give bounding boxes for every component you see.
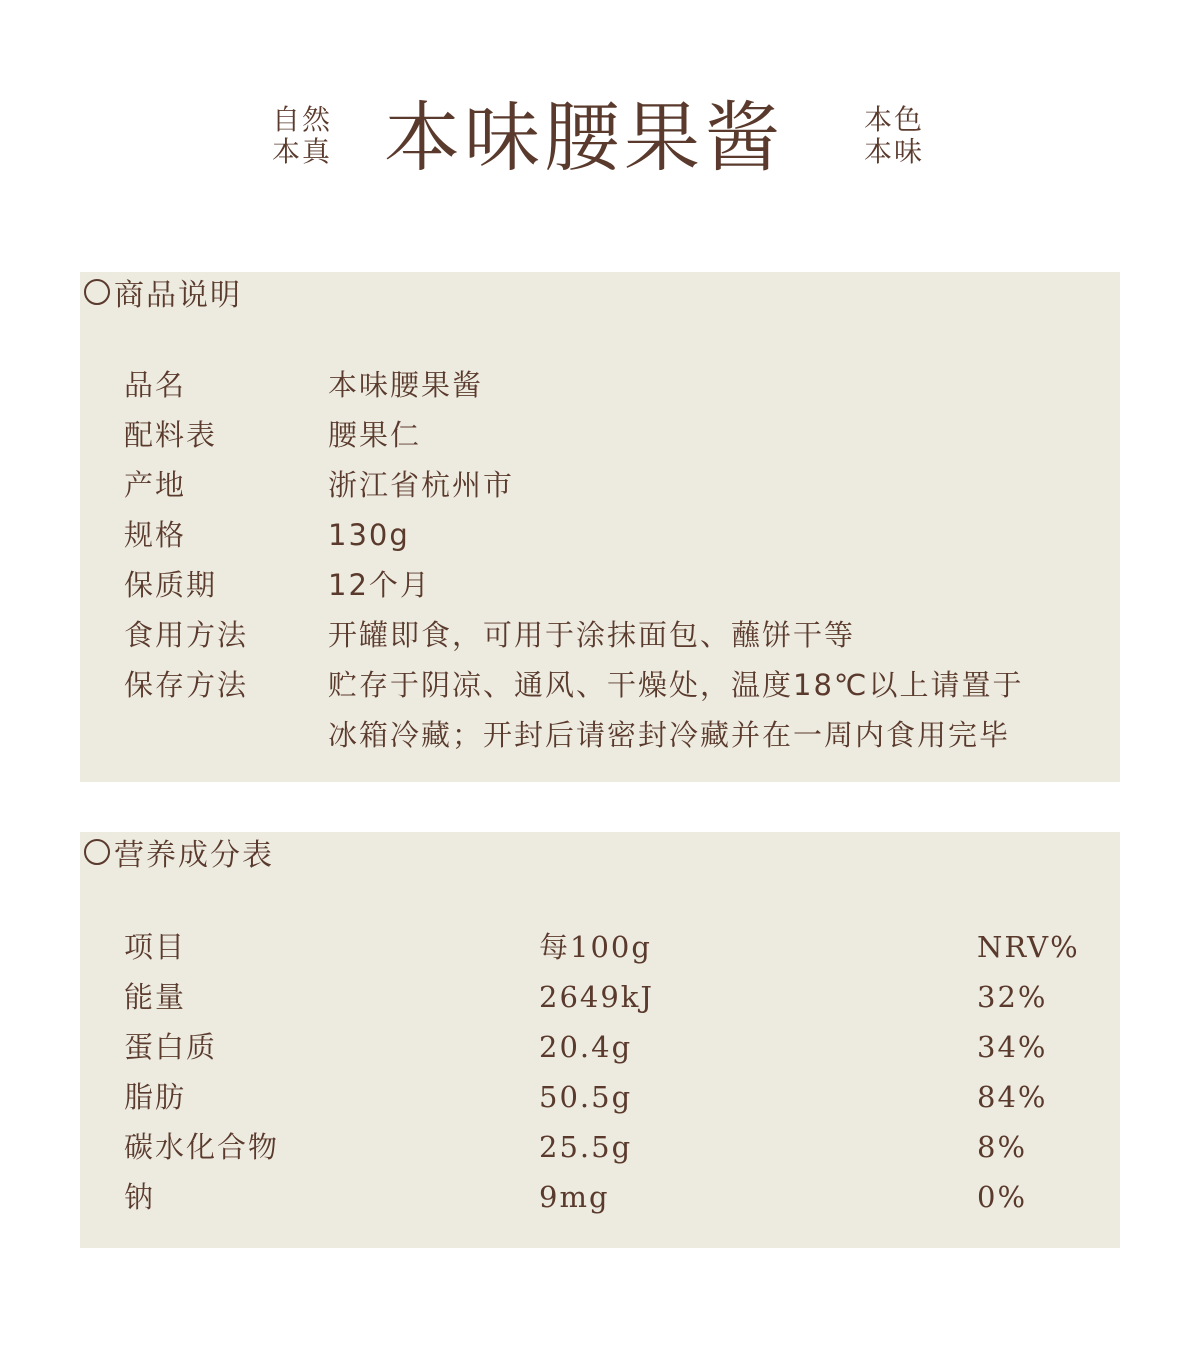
description-value: 开罐即食，可用于涂抹面包、蘸饼干等 bbox=[328, 618, 856, 652]
nutrition-header-nrv: NRV% bbox=[977, 930, 1080, 964]
nutrition-per: 9mg bbox=[539, 1180, 610, 1214]
circle-icon bbox=[84, 279, 110, 305]
description-value: 浙江省杭州市 bbox=[328, 468, 515, 502]
description-label: 食用方法 bbox=[124, 618, 249, 652]
product-description-title: 商品说明 bbox=[114, 278, 242, 313]
nutrition-row bbox=[124, 1022, 1104, 1072]
nutrition-row bbox=[124, 1172, 1104, 1222]
header-left-line2: 本真 bbox=[272, 135, 333, 168]
description-label: 配料表 bbox=[124, 418, 218, 452]
nutrition-table bbox=[124, 922, 1104, 1222]
nutrition-row bbox=[124, 1072, 1104, 1122]
nutrition-per: 20.4g bbox=[539, 1030, 633, 1064]
nutrition-per: 50.5g bbox=[539, 1080, 633, 1114]
description-row bbox=[124, 510, 1104, 560]
description-value: 贮存于阴凉、通风、干燥处，温度18℃以上请置于 冰箱冷藏；开封后请密封冷藏并在一周内食用完毕 bbox=[328, 668, 1024, 752]
nutrition-per: 2649kJ bbox=[539, 980, 655, 1014]
description-label: 规格 bbox=[124, 518, 187, 552]
product-description-panel bbox=[80, 272, 1120, 782]
description-row bbox=[124, 410, 1104, 460]
description-value: 12个月 bbox=[328, 568, 431, 602]
description-row bbox=[124, 460, 1104, 510]
header-right-line2: 本味 bbox=[864, 135, 925, 168]
header-right-line1: 本色 bbox=[864, 103, 925, 136]
description-label: 保存方法 bbox=[124, 668, 249, 702]
nutrition-header-row bbox=[124, 922, 1104, 972]
nutrition-header-per: 每100g bbox=[539, 930, 652, 964]
nutrition-item: 脂肪 bbox=[124, 1080, 187, 1114]
description-value: 本味腰果酱 bbox=[328, 368, 484, 402]
description-row bbox=[124, 610, 1104, 660]
nutrition-panel bbox=[80, 832, 1120, 1248]
description-label: 品名 bbox=[124, 368, 187, 402]
nutrition-nrv: 32% bbox=[977, 980, 1048, 1014]
nutrition-item: 碳水化合物 bbox=[124, 1130, 280, 1164]
nutrition-nrv: 34% bbox=[977, 1030, 1048, 1064]
circle-icon bbox=[84, 839, 110, 865]
nutrition-row bbox=[124, 1122, 1104, 1172]
nutrition-nrv: 84% bbox=[977, 1080, 1048, 1114]
product-description-heading bbox=[84, 274, 242, 313]
header-right-slogan bbox=[864, 104, 924, 168]
description-label: 保质期 bbox=[124, 568, 218, 602]
description-value: 腰果仁 bbox=[328, 418, 422, 452]
nutrition-item: 钠 bbox=[124, 1180, 156, 1214]
header bbox=[0, 88, 1200, 188]
nutrition-item: 蛋白质 bbox=[124, 1030, 218, 1064]
description-row bbox=[124, 560, 1104, 610]
nutrition-nrv: 0% bbox=[977, 1180, 1028, 1214]
nutrition-nrv: 8% bbox=[977, 1130, 1028, 1164]
nutrition-heading bbox=[84, 834, 274, 873]
product-description-list bbox=[124, 360, 1104, 760]
nutrition-header-item: 项目 bbox=[124, 930, 187, 964]
nutrition-item: 能量 bbox=[124, 980, 187, 1014]
description-row bbox=[124, 360, 1104, 410]
nutrition-row bbox=[124, 972, 1104, 1022]
nutrition-title: 营养成分表 bbox=[114, 838, 274, 873]
description-value: 130g bbox=[328, 518, 410, 552]
nutrition-per: 25.5g bbox=[539, 1130, 633, 1164]
description-row bbox=[124, 660, 1104, 760]
description-label: 产地 bbox=[124, 468, 187, 502]
header-left-slogan bbox=[272, 104, 332, 168]
page-title: 本味腰果酱 bbox=[384, 93, 784, 182]
header-left-line1: 自然 bbox=[272, 103, 333, 136]
